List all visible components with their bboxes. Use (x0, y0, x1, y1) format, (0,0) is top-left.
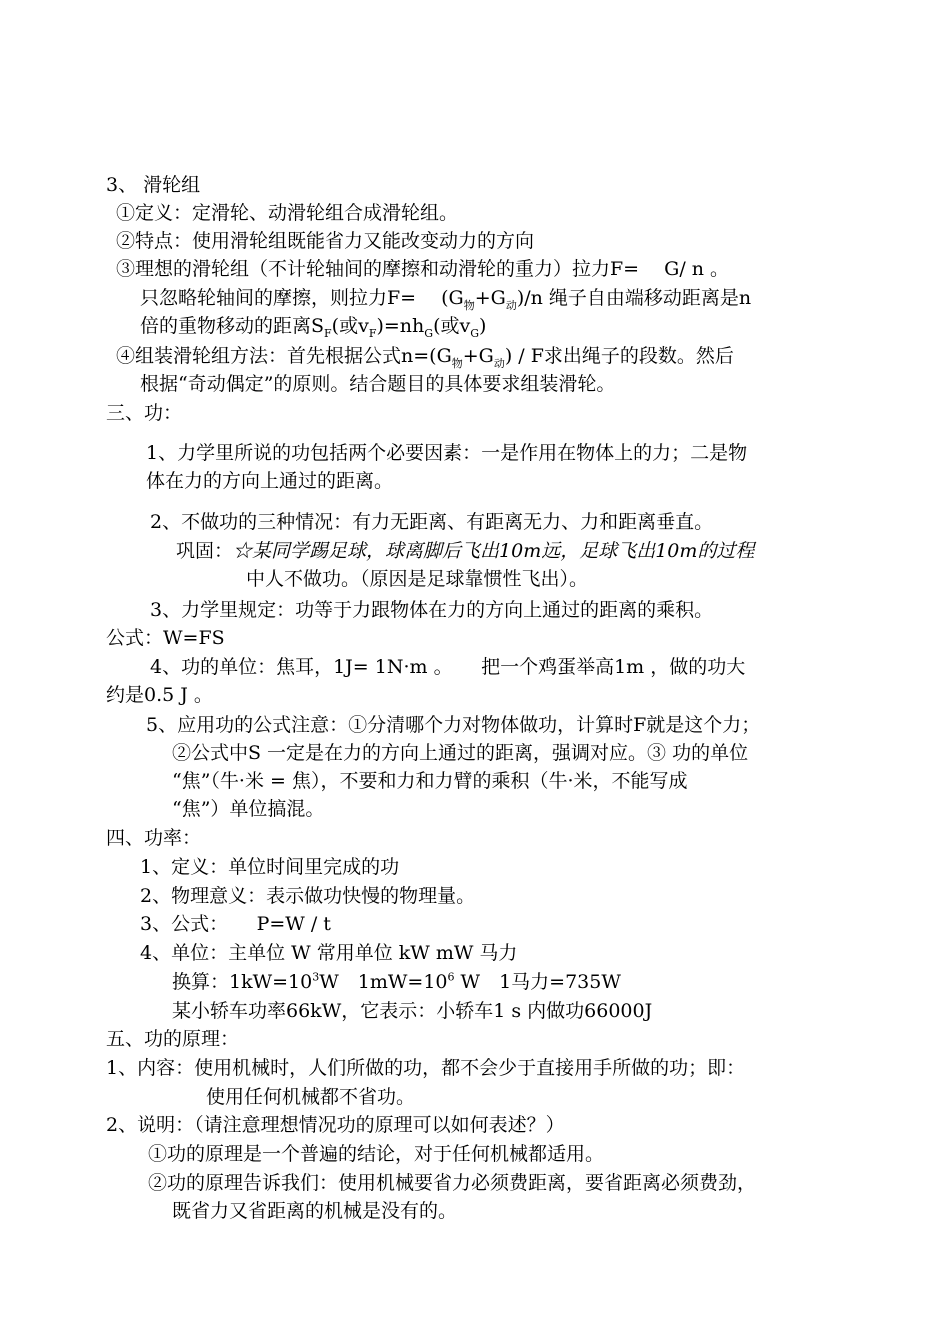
principle-explain-1: ①功的原理是一个普遍的结论，对于任何机械都适用。 (148, 1143, 605, 1165)
text: (或v (433, 315, 471, 337)
text: W 1mW=10 (319, 971, 448, 993)
text: 只忽略轮轴间的摩擦，则拉力F= (G (140, 287, 464, 309)
principle-explain: 2、说明：（请注意理想情况功的原理可以如何表述？） (106, 1114, 565, 1136)
text: 换算：1kW=10 (172, 971, 313, 993)
superscript: 6 (447, 970, 455, 984)
power-heading: 四、功率： (106, 827, 202, 849)
pulley-heading: 3、 滑轮组 (106, 174, 201, 196)
pulley-ideal-line1: ③理想的滑轮组（不计轮轴间的摩擦和动滑轮的重力）拉力F= G/ n 。 (116, 258, 730, 280)
text: W 1马力=735W (454, 971, 621, 993)
text: )=nh (376, 315, 425, 337)
work-consolidate-line1 (176, 537, 754, 565)
work-item5-line3: “焦”（牛·米 = 焦），不要和力和力臂的乘积（牛·米，不能写成 (172, 770, 688, 792)
subscript: G (470, 326, 480, 340)
superscript: 3 (312, 970, 320, 984)
text: 倍的重物移动的距离S (140, 315, 325, 337)
work-item4-line1: 4、功的单位：焦耳，1J= 1N·m 。 把一个鸡蛋举高1m ，做的功大 (150, 656, 746, 678)
work-item2: 2、不做功的三种情况：有力无距离、有距离无力、力和距离垂直。 (150, 511, 714, 533)
work-item1-line2: 体在力的方向上通过的距离。 (146, 470, 394, 492)
subscript: G (424, 326, 434, 340)
principle-heading: 五、功的原理： (106, 1028, 240, 1050)
principle-explain-2-line1: ②功的原理告诉我们：使用机械要省力必须费距离，要省距离必须费劲， (148, 1172, 757, 1194)
text: +G (474, 287, 506, 309)
pulley-ideal-line2 (140, 284, 751, 312)
work-item4-line2: 约是0.5 J 。 (106, 684, 213, 706)
power-item2: 2、物理意义：表示做功快慢的物理量。 (140, 885, 476, 907)
principle-explain-2-line2: 既省力又省距离的机械是没有的。 (172, 1200, 458, 1222)
subscript: 动 (505, 298, 517, 312)
text: 巩固： (176, 540, 234, 562)
text: ④组装滑轮组方法：首先根据公式n=(G (116, 345, 452, 367)
subscript: 物 (451, 356, 463, 370)
power-conversion (172, 968, 621, 996)
text: ) / F求出绳子的段数。然后 (504, 345, 734, 367)
subscript: F (368, 326, 377, 340)
text: )/n 绳子自由端移动距离是n (516, 287, 752, 309)
work-item5-line1: 5、应用功的公式注意：①分清哪个力对物体做功，计算时F就是这个力； (146, 714, 761, 736)
work-heading: 三、功： (106, 402, 183, 424)
power-item3: 3、公式： P=W / t (140, 913, 331, 935)
pulley-assemble-line1 (116, 342, 734, 370)
work-item5-line2: ②公式中S 一定是在力的方向上通过的距离，强调对应。③ 功的单位 (172, 742, 749, 764)
text: +G (462, 345, 494, 367)
pulley-feature: ②特点：使用滑轮组既能省力又能改变动力的方向 (116, 230, 535, 252)
subscript: F (324, 326, 332, 340)
power-item4: 4、单位：主单位 W 常用单位 kW mW 马力 (140, 942, 518, 964)
power-car-example: 某小轿车功率66kW，它表示：小轿车1 s 内做功66000J (172, 1000, 653, 1022)
text: (或v (331, 315, 369, 337)
pulley-ideal-line3 (140, 312, 486, 340)
subscript: 物 (463, 298, 475, 312)
work-item3: 3、力学里规定：功等于力跟物体在力的方向上通过的距离的乘积。 (150, 599, 714, 621)
work-item1-line1: 1、力学里所说的功包括两个必要因素：一是作用在物体上的力；二是物 (146, 442, 748, 464)
text: ) (479, 315, 487, 337)
pulley-assemble-line2: 根据“奇动偶定”的原则。结合题目的具体要求组装滑轮。 (140, 373, 616, 395)
text-italic: ☆某同学踢足球，球离脚后飞出10m远，足球飞出10m的过程 (233, 540, 755, 562)
principle-content-line1: 1、内容：使用机械时，人们所做的功，都不会少于直接用手所做的功；即： (106, 1057, 746, 1079)
power-item1: 1、定义：单位时间里完成的功 (140, 856, 400, 878)
principle-content-line2: 使用任何机械都不省功。 (206, 1086, 416, 1108)
work-item5-line4: “焦”）单位搞混。 (172, 798, 325, 820)
work-consolidate-line2: 中人不做功。（原因是足球靠惯性飞出）。 (246, 568, 589, 590)
work-formula: 公式：W=FS (106, 627, 225, 649)
pulley-definition: ①定义：定滑轮、动滑轮组合成滑轮组。 (116, 202, 459, 224)
subscript: 动 (493, 356, 505, 370)
